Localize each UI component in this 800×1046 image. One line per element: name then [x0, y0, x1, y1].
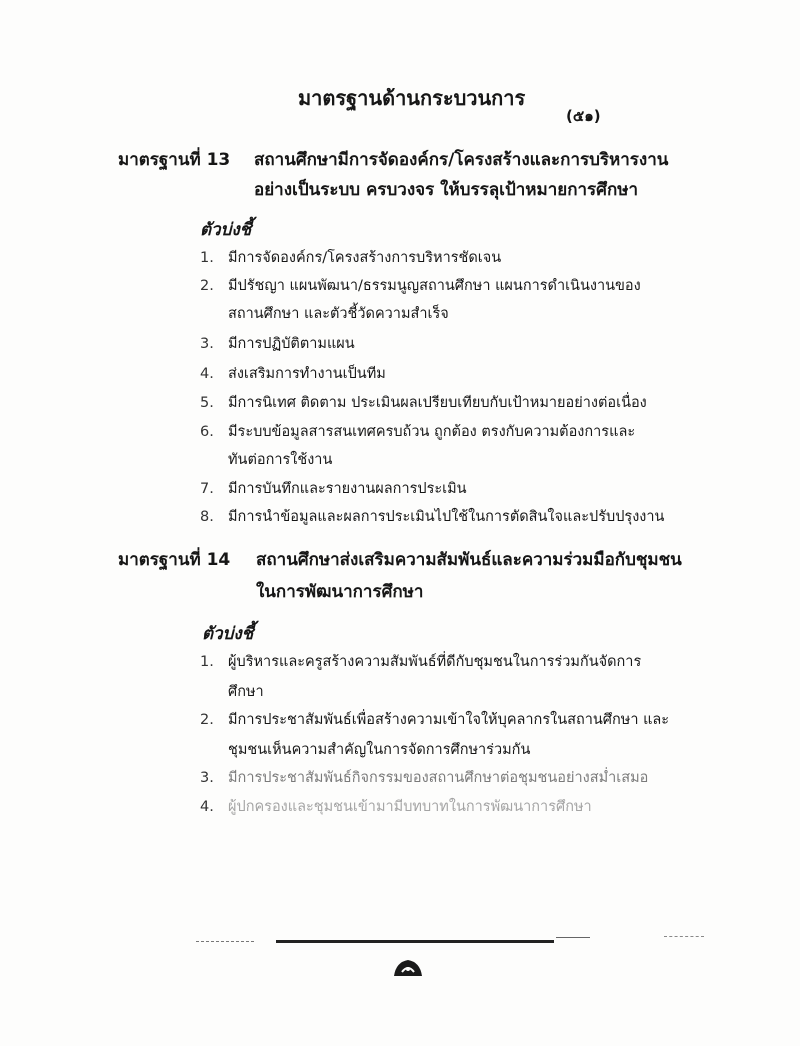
standard-title-line: สถานศึกษาส่งเสริมความสัมพันธ์และความร่วมมือกับชุมชน [256, 550, 682, 570]
item-text: ทันต่อการใช้งาน [228, 452, 333, 468]
item-number: 4. [200, 366, 214, 382]
footer-rule [276, 940, 554, 943]
item-text: ชุมชนเห็นความสำคัญในการจัดการศึกษาร่วมกัน [228, 742, 531, 758]
item-text: มีการบันทึกและรายงานผลการประเมิน [228, 481, 467, 497]
item-number: 7. [200, 481, 214, 497]
item-number: 1. [200, 654, 214, 670]
footer-dash-right [664, 936, 704, 937]
item-text: ศึกษา [228, 684, 264, 700]
standard-label: มาตรฐานที่ 13 [118, 150, 231, 170]
item-text: ผู้ปกครองและชุมชนเข้ามามีบทบาทในการพัฒนาการศึกษา [228, 799, 592, 815]
item-text: มีระบบข้อมูลสารสนเทศครบถ้วน ถูกต้อง ตรงกับความต้องการและ [228, 424, 636, 440]
indicators-heading: ตัวบ่งชี้ [200, 220, 252, 240]
standard-title-line: ในการพัฒนาการศึกษา [256, 582, 424, 602]
item-text: ผู้บริหารและครูสร้างความสัมพันธ์ที่ดีกับชุมชนในการร่วมกันจัดการ [228, 654, 642, 670]
item-number: 6. [200, 424, 214, 440]
standard-title-line: อย่างเป็นระบบ ครบวงจร ให้บรรลุเป้าหมายการศึกษา [254, 180, 639, 200]
item-text: มีการประชาสัมพันธ์เพื่อสร้างความเข้าใจให้บุคลากรในสถานศึกษา และ [228, 712, 670, 728]
item-number: 8. [200, 509, 214, 525]
item-number: 2. [200, 278, 214, 294]
item-text: มีการปฏิบัติตามแผน [228, 336, 355, 352]
item-text: มีการนำข้อมูลและผลการประเมินไปใช้ในการตัดสินใจและปรับปรุงงาน [228, 509, 665, 525]
item-number: 1. [200, 250, 214, 266]
item-number: 4. [200, 799, 214, 815]
printer-mark-icon [392, 956, 424, 978]
item-text: มีการประชาสัมพันธ์กิจกรรมของสถานศึกษาต่อชุมชนอย่างสม่ำเสมอ [228, 770, 649, 786]
item-text: มีการนิเทศ ติดตาม ประเมินผลเปรียบเทียบกับเป้าหมายอย่างต่อเนื่อง [228, 395, 647, 411]
standard-title-line: สถานศึกษามีการจัดองค์กร/โครงสร้างและการบริหารงาน [254, 150, 669, 170]
standard-label: มาตรฐานที่ 14 [118, 550, 231, 570]
item-number: 2. [200, 712, 214, 728]
item-text: มีปรัชญา แผนพัฒนา/ธรรมนูญสถานศึกษา แผนการดำเนินงานของ [228, 278, 641, 294]
item-text: ส่งเสริมการทำงานเป็นทีม [228, 366, 386, 382]
footer-dash-mid [556, 937, 590, 938]
footer-dash-left [196, 941, 254, 942]
page-number: (๕๑) [566, 107, 601, 125]
item-text: มีการจัดองค์กร/โครงสร้างการบริหารชัดเจน [228, 250, 502, 266]
page-heading: มาตรฐานด้านกระบวนการ [298, 86, 526, 110]
item-number: 3. [200, 336, 214, 352]
indicators-heading: ตัวบ่งชี้ [202, 624, 254, 644]
item-number: 3. [200, 770, 214, 786]
item-text: สถานศึกษา และตัวชี้วัดความสำเร็จ [228, 306, 449, 322]
item-number: 5. [200, 395, 214, 411]
